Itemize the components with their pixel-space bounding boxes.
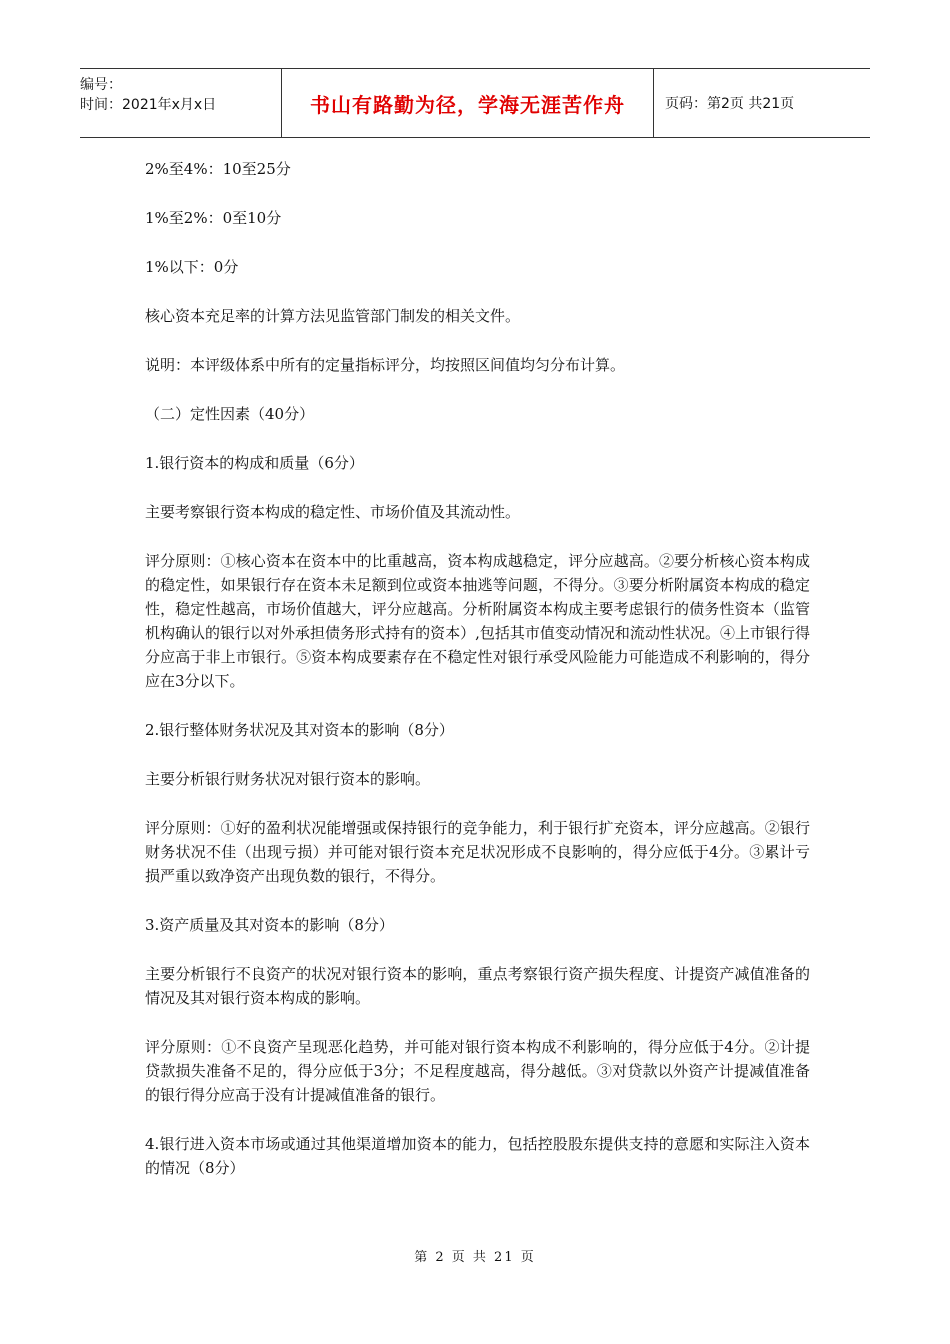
paragraph: 评分原则：①好的盈利状况能增强或保持银行的竞争能力，利于银行扩充资本，评分应越高。②银行财务状况不佳（出现亏损）并可能对银行资本充足状况形成不良影响的，得分应低于4分。③累计亏损严重以致净资产出现负数的银行，不得分。 xyxy=(145,819,810,885)
paragraph: 主要分析银行财务状况对银行资本的影响。 xyxy=(145,770,431,788)
paragraph: 评分原则：①不良资产呈现恶化趋势，并可能对银行资本构成不利影响的，得分应低于4分。②计提贷款损失准备不足的，得分应低于3分；不足程度越高，得分越低。③对贷款以外资产计提减值准备的银行得分应高于没有计提减值准备的银行。 xyxy=(145,1038,810,1104)
header-left xyxy=(80,69,281,143)
subsection-heading: 4.银行进入资本市场或通过其他渠道增加资本的能力，包括控股股东提供支持的意愿和实际注入资本的情况（8分） xyxy=(145,1135,810,1177)
paragraph: 核心资本充足率的计算方法见监管部门制发的相关文件。 xyxy=(145,307,521,325)
page-header xyxy=(80,68,870,138)
header-page-info: 页码：第2页 共21页 xyxy=(665,96,795,112)
paragraph: 主要分析银行不良资产的状况对银行资本的影响，重点考察银行资产损失程度、计提资产减值准备的情况及其对银行资本构成的影响。 xyxy=(145,965,810,1007)
document-body xyxy=(145,157,810,1205)
paragraph: 1%以下：0分 xyxy=(145,258,239,276)
paragraph: 主要考察银行资本构成的稳定性、市场价值及其流动性。 xyxy=(145,503,521,521)
paragraph: 2%至4%：10至25分 xyxy=(145,160,291,178)
subsection-heading: 3.资产质量及其对资本的影响（8分） xyxy=(145,916,394,934)
paragraph: 1%至2%：0至10分 xyxy=(145,209,282,227)
paragraph: 说明：本评级体系中所有的定量指标评分，均按照区间值均匀分布计算。 xyxy=(145,356,626,374)
paragraph: 评分原则：①核心资本在资本中的比重越高，资本构成越稳定，评分应越高。②要分析核心资本构成的稳定性，如果银行存在资本未足额到位或资本抽逃等问题，不得分。③要分析附属资本构成的稳定性，稳定性越高，市场价值越大，评分应越高。分析附属资本构成主要考虑银行的债务性资本（监管机构确认的银行以对外承担债务形式持有的资本）,包括其市值变动情况和流动性状况。④上市银行得分应高于非上市银行。⑤资本构成要素存在不稳定性对银行承受风险能力可能造成不利影响的，得分应在3分以下。 xyxy=(145,552,810,690)
number-label: 编号： xyxy=(80,77,122,93)
page-footer: 第 2 页 共 21 页 xyxy=(414,1250,536,1265)
subsection-heading: 1.银行资本的构成和质量（6分） xyxy=(145,454,364,472)
header-slogan: 书山有路勤为径，学海无涯苦作舟 xyxy=(281,69,654,137)
section-heading: （二）定性因素（40分） xyxy=(145,405,315,423)
time-label: 时间：2021年x月x日 xyxy=(80,97,217,113)
subsection-heading: 2.银行整体财务状况及其对资本的影响（8分） xyxy=(145,721,454,739)
